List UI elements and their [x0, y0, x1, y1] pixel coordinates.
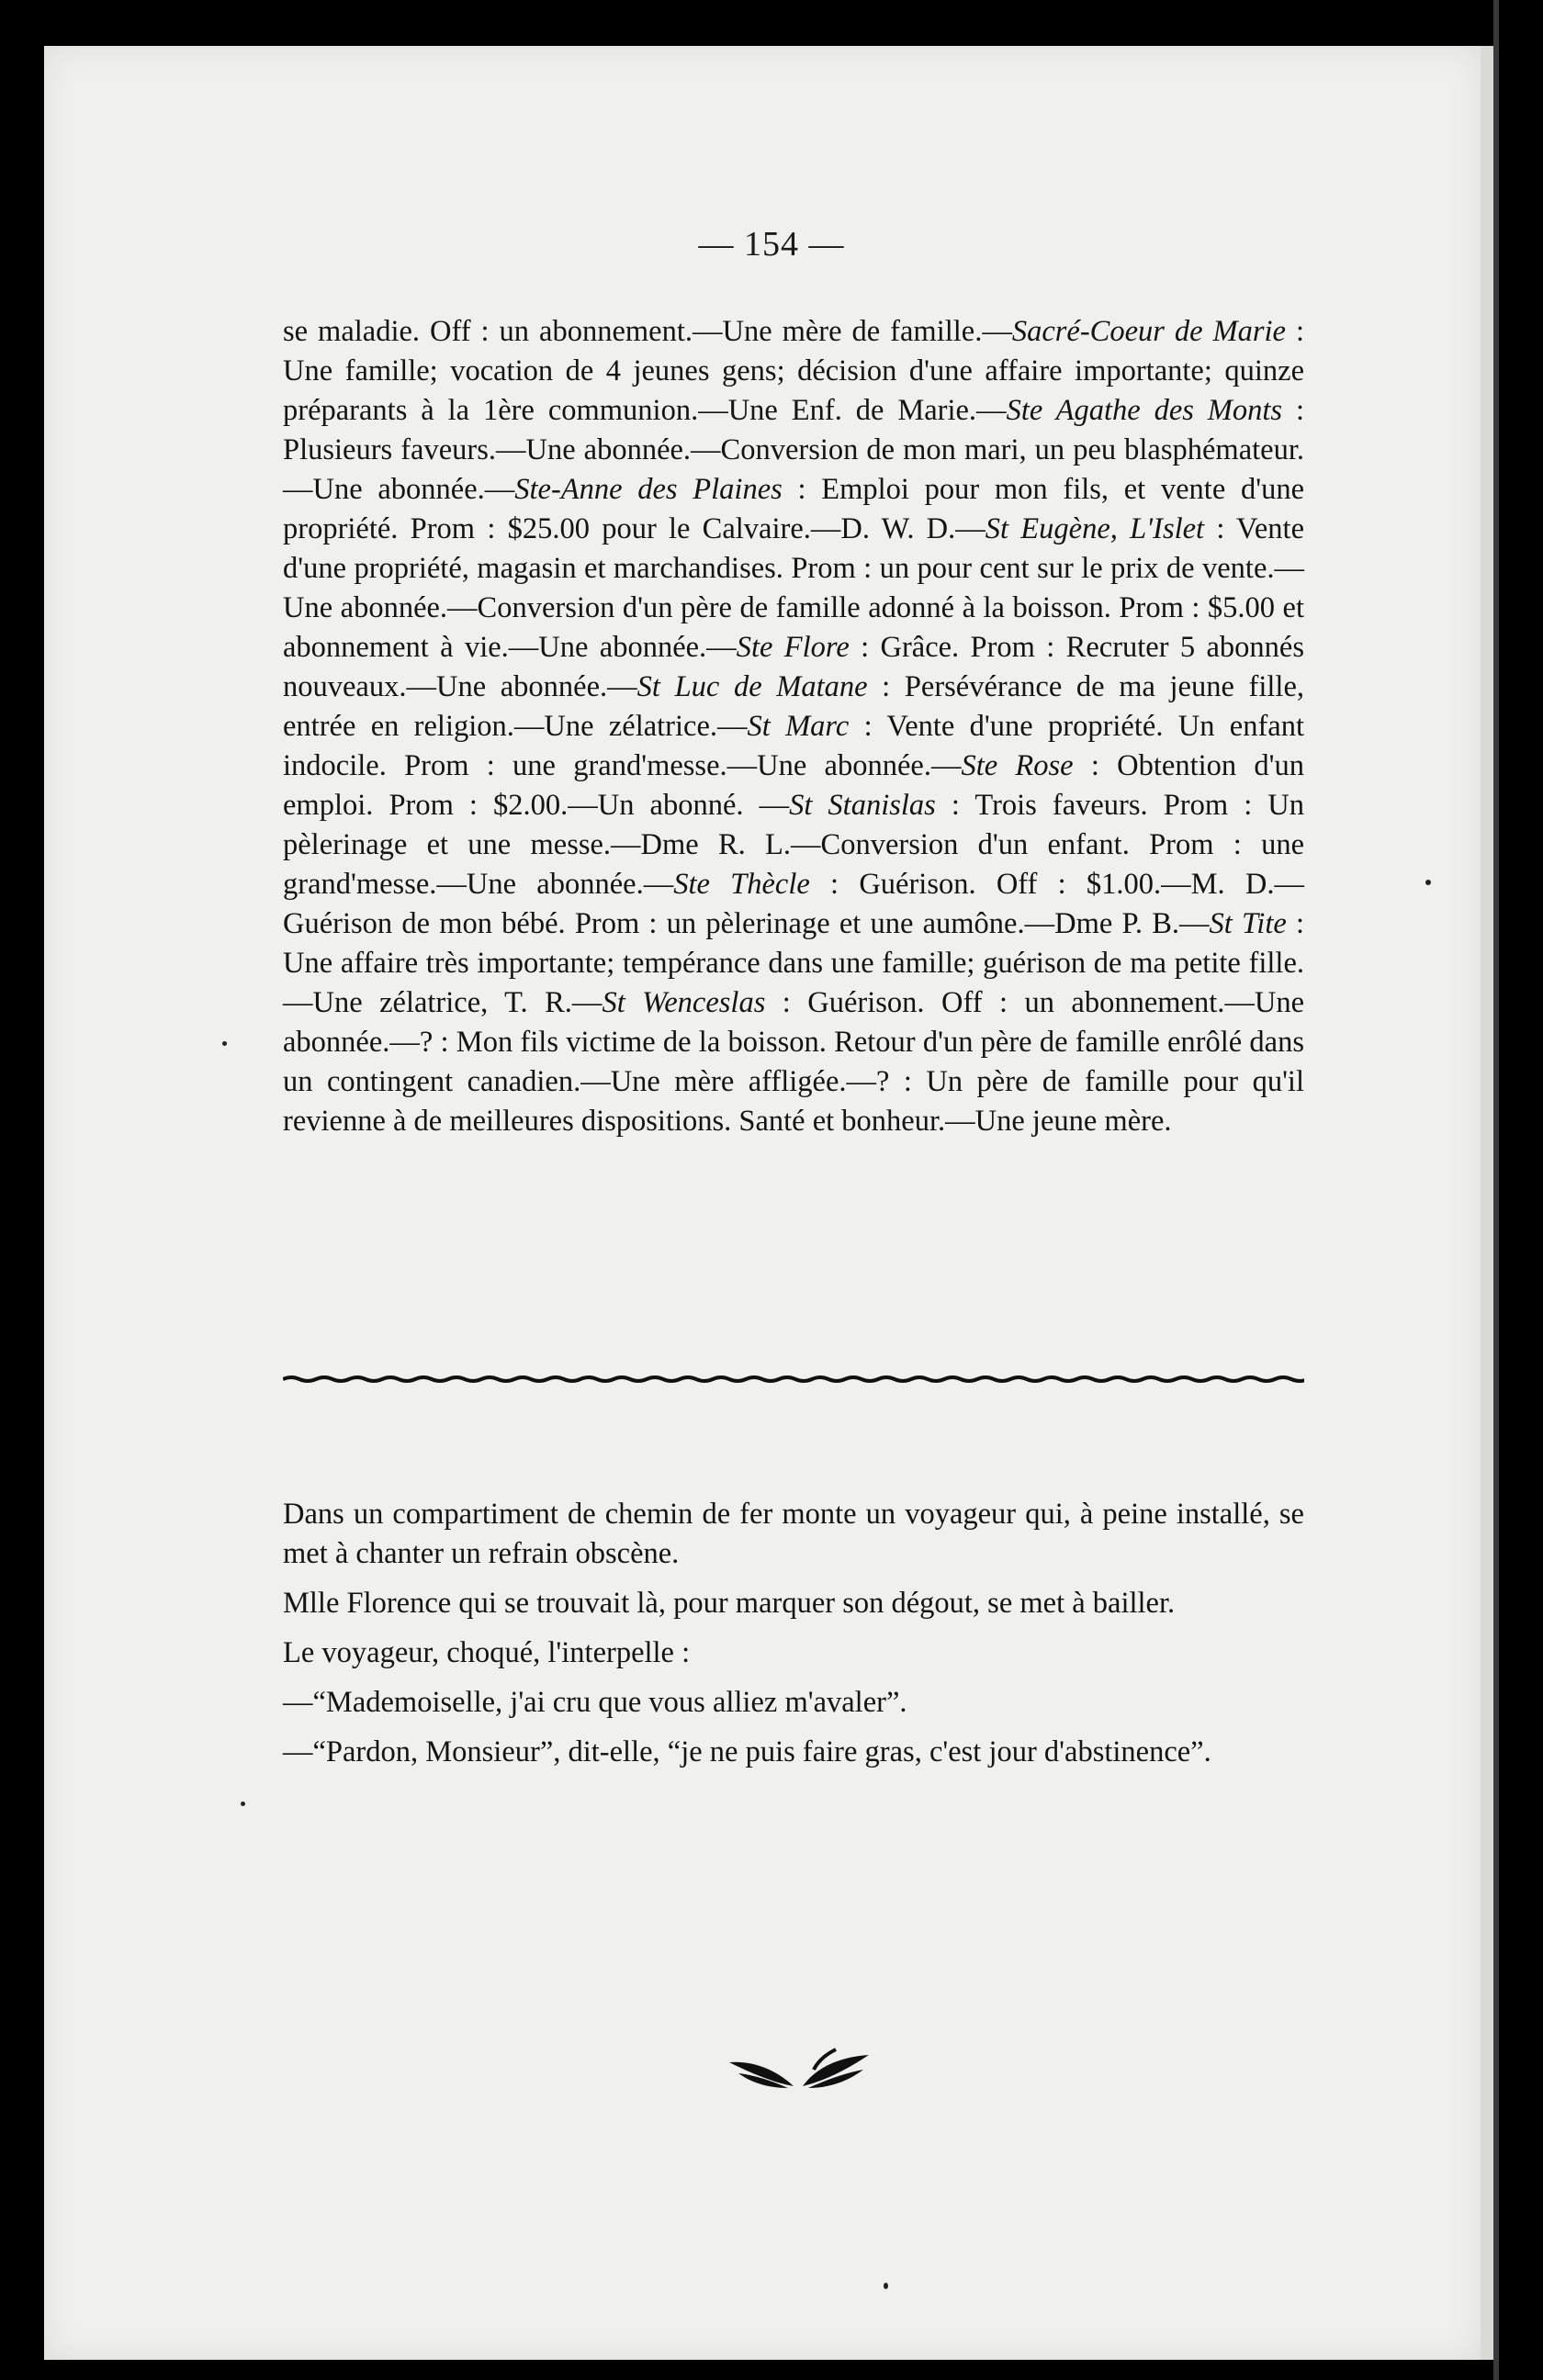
intention-text: : Une affaire très importante; tempérance dans une famille; guérison de ma petite fille.—Une zélatrice, T. R.— — [283, 907, 1304, 1019]
adjacent-page-edge — [1493, 0, 1499, 2380]
parish-name: St Eugène, L'Islet — [985, 512, 1205, 545]
parish-name: Ste Flore — [736, 631, 850, 664]
anecdote-paragraph-2: Mlle Florence qui se trouvait là, pour marquer son dégout, se met à bailler. — [283, 1587, 1176, 1620]
intention-text: : Emploi pour mon fils, et vente d'une propriété. Prom : $25.00 pour le Calvaire.—D. W. D.— — [283, 473, 1304, 545]
page-edge — [1481, 46, 1493, 2360]
intention-text: : Guérison. Off : un abonnement.—Une abonnée.—? : Mon fils victime de la boisson. Retour d'un père de famille enrôlé dans un contingent canadien.—Une mère affligée.—? : Un père de famille pour qu'il revienne à de meilleures dispositions. Santé et bonheur.—Une jeune mère. — [283, 986, 1304, 1138]
anecdote-paragraph-5: —“Pardon, Monsieur”, dit-elle, “je ne puis faire gras, c'est jour d'abstinence”. — [283, 1735, 1211, 1768]
dust-speck — [222, 1041, 227, 1046]
parish-name: Sacré-Coeur de Marie — [1011, 315, 1286, 348]
dust-speck — [241, 1802, 245, 1806]
parish-name: St Marc — [747, 710, 850, 743]
intention-text: se maladie. Off : un abonnement.—Une mère de famille.— — [283, 315, 1012, 348]
parish-name: Ste Agathe des Monts — [1006, 394, 1283, 427]
anecdote-paragraph-1: Dans un compartiment de chemin de fer monte un voyageur qui, à peine installé, se met à chanter un refrain obscène. — [283, 1498, 1304, 1570]
intention-text: : Une famille; vocation de 4 jeunes gens; décision d'une affaire importante; quinze préparants à la 1ère communion.—Une Enf. de Marie.— — [283, 315, 1305, 427]
intention-text: : Trois faveurs. Prom : Un pèlerinage et une messe.—Dme R. L.—Conversion d'un enfant. Prom : une grand'messe.—Une abonnée.— — [283, 789, 1304, 901]
parish-name: St Luc de Matane — [636, 670, 868, 703]
parish-name: Ste-Anne des Plaines — [514, 473, 783, 506]
anecdote-paragraph-4: —“Mademoiselle, j'ai cru que vous alliez m'avaler”. — [283, 1686, 907, 1719]
parish-name: St Wenceslas — [602, 986, 766, 1019]
parish-name: Ste Rose — [961, 749, 1074, 782]
parish-name: St Stanislas — [789, 789, 936, 822]
intention-text: : Persévérance de ma jeune fille, entrée en religion.—Une zélatrice.— — [283, 670, 1305, 743]
anecdote — [283, 1495, 1304, 1782]
parish-name: St Tite — [1209, 907, 1287, 940]
wavy-divider — [283, 1370, 1304, 1388]
intention-text: : Grâce. Prom : Recruter 5 abonnés nouveaux.—Une abonnée.— — [283, 631, 1305, 703]
intention-text: : Obtention d'un emploi. Prom : $2.00.—Un abonné. — — [283, 749, 1304, 822]
intention-text: : Plusieurs faveurs.—Une abonnée.—Conversion de mon mari, un peu blasphémateur. —Une abonnée.— — [283, 394, 1305, 506]
intention-text: : Guérison. Off : $1.00.—M. D.—Guérison de mon bébé. Prom : un pèlerinage et une aumône.—Dme P. B.— — [283, 868, 1304, 940]
anecdote-paragraph-3: Le voyageur, choqué, l'interpelle : — [283, 1636, 691, 1669]
intention-text: : Vente d'une propriété. Un enfant indocile. Prom : une grand'messe.—Une abonnée.— — [283, 710, 1304, 782]
leaf-ornament — [726, 2042, 873, 2094]
intentions-paragraph — [283, 312, 1304, 1141]
dust-speck — [1425, 880, 1431, 885]
page-number: — 154 — — [698, 225, 845, 264]
intention-text: : Vente d'une propriété, magasin et marchandises. Prom : un pour cent sur le prix de vente.—Une abonnée.—Conversion d'un père de famille adonné à la boisson. Prom : $5.00 et abonnement à vie.—Une abonnée.— — [283, 512, 1304, 664]
dust-speck — [884, 2283, 888, 2289]
parish-name: Ste Thècle — [673, 868, 810, 901]
